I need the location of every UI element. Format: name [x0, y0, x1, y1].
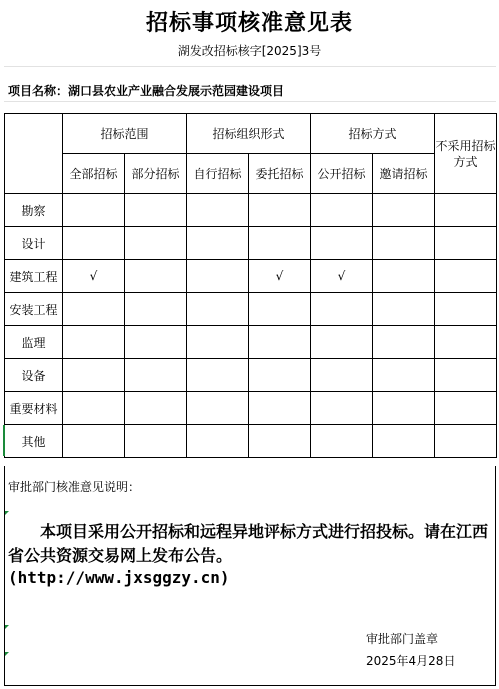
matrix-cell[interactable] [373, 194, 435, 227]
matrix-cell[interactable] [63, 425, 125, 458]
table-row [5, 293, 497, 326]
matrix-cell[interactable] [63, 293, 125, 326]
matrix-cell[interactable] [249, 293, 311, 326]
approval-seal-label: 审批部门盖章 [366, 632, 439, 646]
approval-date: 2025年4月28日 [366, 654, 456, 668]
matrix-cell[interactable] [63, 260, 125, 293]
matrix-cell[interactable] [63, 359, 125, 392]
approval-url: (http://www.jxsggzy.cn) [8, 568, 230, 587]
matrix-cell[interactable] [311, 359, 373, 392]
project-label: 项目名称： [8, 84, 69, 98]
subheader-partial-bid[interactable]: 部分招标 [125, 154, 187, 194]
project-name-line [8, 82, 284, 99]
matrix-cell[interactable] [125, 227, 187, 260]
matrix-cell[interactable] [63, 194, 125, 227]
matrix-cell[interactable] [187, 425, 249, 458]
matrix-cell[interactable] [311, 425, 373, 458]
row-label[interactable]: 其他 [5, 425, 63, 458]
matrix-cell[interactable] [187, 194, 249, 227]
matrix-body [5, 194, 497, 458]
subheader-self-bid[interactable]: 自行招标 [187, 154, 249, 194]
table-row [5, 359, 497, 392]
form-title: 招标事项核准意见表 [145, 11, 353, 36]
check-mark-icon: √ [89, 269, 98, 283]
matrix-cell[interactable] [373, 425, 435, 458]
matrix-cell[interactable] [435, 392, 497, 425]
row-label[interactable]: 监理 [5, 326, 63, 359]
subheader-open-bid[interactable]: 公开招标 [311, 154, 373, 194]
matrix-cell[interactable] [125, 326, 187, 359]
document-number: 湖发改招标核字[2025]3号 [177, 44, 322, 58]
table-row [5, 260, 497, 293]
subheader-entrusted-bid[interactable]: 委托招标 [249, 154, 311, 194]
matrix-cell[interactable] [311, 260, 373, 293]
cell-marker-icon [5, 625, 9, 629]
matrix-cell[interactable] [125, 392, 187, 425]
row-label[interactable]: 建筑工程 [5, 260, 63, 293]
matrix-cell[interactable] [63, 326, 125, 359]
bidding-matrix-table [4, 113, 497, 458]
grid-divider [4, 101, 496, 102]
check-mark-icon: √ [337, 269, 346, 283]
matrix-cell[interactable] [187, 392, 249, 425]
matrix-cell[interactable] [249, 359, 311, 392]
matrix-cell[interactable] [373, 227, 435, 260]
header-no-bidding[interactable]: 不采用招标方式 [435, 114, 497, 194]
table-row [5, 392, 497, 425]
matrix-cell[interactable] [187, 227, 249, 260]
matrix-cell[interactable] [435, 260, 497, 293]
cell-selection-indicator [3, 425, 5, 456]
table-row [5, 425, 497, 458]
matrix-cell[interactable] [63, 392, 125, 425]
matrix-cell[interactable] [311, 293, 373, 326]
row-label[interactable]: 设计 [5, 227, 63, 260]
row-label[interactable]: 重要材料 [5, 392, 63, 425]
row-label[interactable]: 设备 [5, 359, 63, 392]
grid-divider [4, 66, 496, 67]
matrix-cell[interactable] [187, 359, 249, 392]
matrix-cell[interactable] [125, 359, 187, 392]
table-row [5, 194, 497, 227]
matrix-cell[interactable] [249, 392, 311, 425]
matrix-cell[interactable] [435, 293, 497, 326]
matrix-cell[interactable] [187, 260, 249, 293]
table-row [5, 326, 497, 359]
matrix-cell[interactable] [125, 260, 187, 293]
matrix-cell[interactable] [249, 194, 311, 227]
matrix-cell[interactable] [373, 359, 435, 392]
header-bid-method[interactable]: 招标方式 [311, 114, 435, 154]
row-label[interactable]: 安装工程 [5, 293, 63, 326]
matrix-cell[interactable] [311, 392, 373, 425]
matrix-cell[interactable] [187, 326, 249, 359]
matrix-cell[interactable] [187, 293, 249, 326]
table-row [5, 227, 497, 260]
approval-opinion-text: 本项目采用公开招标和远程异地评标方式进行招投标。请在江西省公共资源交易网上发布公告。 [8, 522, 489, 565]
check-mark-icon: √ [275, 269, 284, 283]
cell-marker-icon [5, 511, 9, 515]
matrix-cell[interactable] [249, 425, 311, 458]
matrix-cell[interactable] [435, 227, 497, 260]
matrix-cell[interactable] [125, 425, 187, 458]
matrix-cell[interactable] [373, 392, 435, 425]
matrix-cell[interactable] [311, 194, 373, 227]
matrix-cell[interactable] [249, 227, 311, 260]
matrix-cell[interactable] [125, 293, 187, 326]
matrix-cell[interactable] [435, 194, 497, 227]
header-bid-organization[interactable]: 招标组织形式 [187, 114, 311, 154]
approval-comment-label: 审批部门核准意见说明： [8, 480, 141, 494]
header-bid-scope[interactable]: 招标范围 [63, 114, 187, 154]
row-label[interactable]: 勘察 [5, 194, 63, 227]
matrix-cell[interactable] [249, 326, 311, 359]
cell-marker-icon [5, 652, 9, 656]
matrix-cell[interactable] [311, 227, 373, 260]
matrix-cell[interactable] [373, 293, 435, 326]
matrix-cell[interactable] [373, 326, 435, 359]
matrix-cell[interactable] [125, 194, 187, 227]
matrix-cell[interactable] [435, 425, 497, 458]
matrix-cell[interactable] [435, 359, 497, 392]
subheader-full-bid[interactable]: 全部招标 [63, 154, 125, 194]
project-name: 湖口县农业产业融合发展示范园建设项目 [68, 84, 285, 98]
header-corner-cell[interactable] [5, 114, 63, 194]
subheader-invited-bid[interactable]: 邀请招标 [373, 154, 435, 194]
matrix-cell[interactable] [311, 326, 373, 359]
matrix-cell[interactable] [373, 260, 435, 293]
matrix-cell[interactable] [249, 260, 311, 293]
matrix-cell[interactable] [435, 326, 497, 359]
matrix-cell[interactable] [63, 227, 125, 260]
